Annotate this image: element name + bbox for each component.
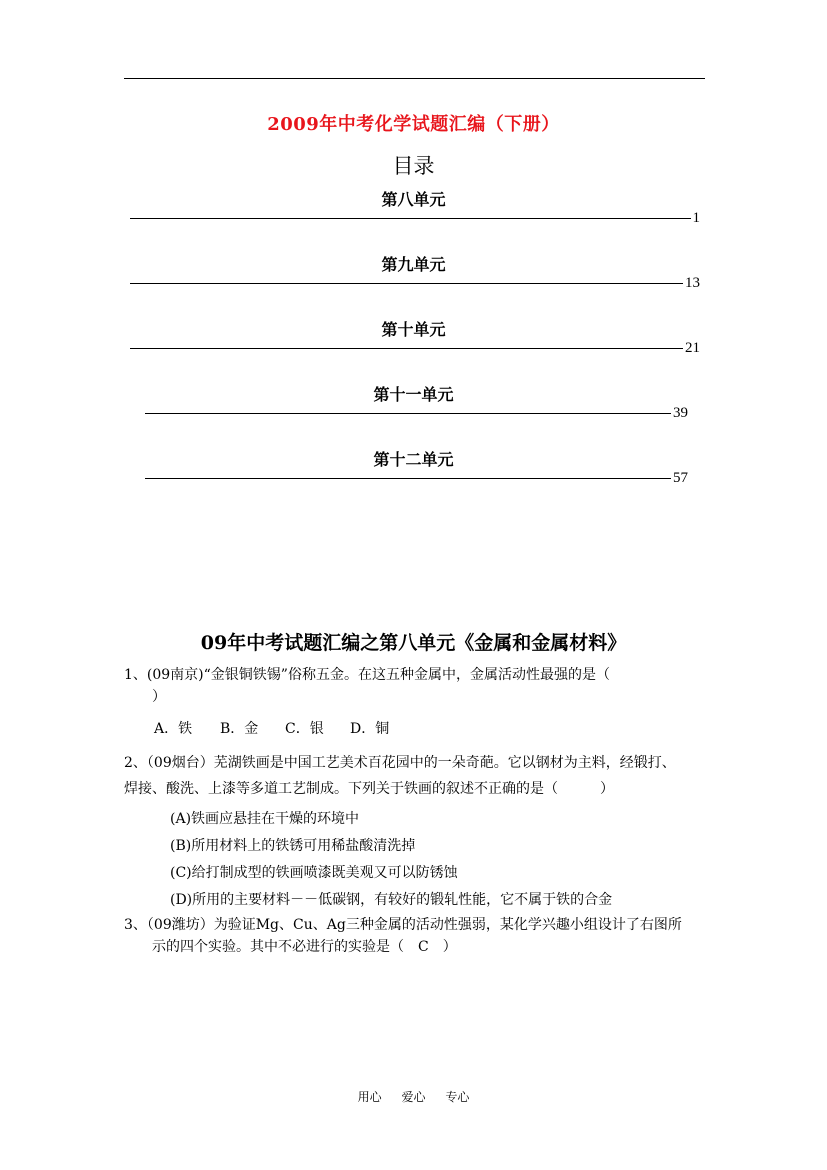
question-2-option-a: (A)铁画应悬挂在干燥的环境中 bbox=[170, 811, 360, 827]
question-2-option-d: (D)所用的主要材料－－低碳钢，有较好的锻轧性能，它不属于铁的合金 bbox=[170, 892, 613, 908]
toc-entry-title: 第十单元 bbox=[381, 320, 446, 339]
footer-text: 专心 bbox=[445, 1090, 470, 1104]
question-1-option-b: B．金 bbox=[220, 721, 259, 737]
header-rule bbox=[124, 78, 705, 79]
question-1-option-d: D．铜 bbox=[350, 721, 390, 737]
toc-entry-title: 第十二单元 bbox=[373, 450, 454, 469]
question-1-option-c: C．银 bbox=[285, 721, 324, 737]
question-1-line-1: 1、(09南京)“金银铜铁锡”俗称五金。在这五种金属中，金属活动性最强的是（ bbox=[124, 667, 610, 683]
toc-entry-title: 第十一单元 bbox=[373, 385, 454, 404]
toc-entry-leader[interactable] bbox=[130, 340, 700, 357]
toc-heading: 目录 bbox=[392, 154, 435, 178]
question-1-line-2: ） bbox=[152, 689, 166, 705]
toc-entry-leader[interactable] bbox=[130, 210, 700, 227]
toc-entry-page: 13 bbox=[685, 275, 700, 291]
leader-line bbox=[130, 348, 683, 349]
question-3-line-2: 示的四个实验。其中不必进行的实验是（ C ） bbox=[152, 939, 457, 955]
toc-entry-leader[interactable] bbox=[130, 275, 700, 292]
toc-entry-page: 1 bbox=[692, 210, 700, 226]
leader-line bbox=[145, 413, 671, 414]
question-1-option-a: A．铁 bbox=[154, 721, 193, 737]
document-title: 2009年中考化学试题汇编（下册） bbox=[267, 114, 560, 135]
question-2-option-c: (C)给打制成型的铁画喷漆既美观又可以防锈蚀 bbox=[170, 865, 458, 881]
footer-text: 用心 bbox=[357, 1090, 382, 1104]
leader-line bbox=[130, 283, 683, 284]
leader-line bbox=[130, 218, 691, 219]
page-footer bbox=[0, 1088, 827, 1105]
question-3-line-1: 3、（09潍坊）为验证Mg、Cu、Ag三种金属的活动性强弱，某化学兴趣小组设计了右图所 bbox=[124, 917, 682, 933]
toc-entry-leader[interactable] bbox=[145, 405, 688, 422]
toc-entry-title: 第九单元 bbox=[381, 255, 446, 274]
footer-text: 爱心 bbox=[401, 1090, 426, 1104]
section-title: 09年中考试题汇编之第八单元《金属和金属材料》 bbox=[200, 632, 627, 654]
toc-entry-leader[interactable] bbox=[145, 470, 688, 487]
toc-entry-title: 第八单元 bbox=[381, 190, 446, 209]
toc-entry-page: 39 bbox=[673, 405, 688, 421]
leader-line bbox=[145, 478, 671, 479]
toc-entry-page: 21 bbox=[685, 340, 700, 356]
question-2-line-1: 2、（09烟台）芜湖铁画是中国工艺美术百花园中的一朵奇葩。它以钢材为主料，经锻打、 bbox=[124, 755, 676, 771]
toc-entry-page: 57 bbox=[673, 470, 688, 486]
question-2-line-2: 焊接、酸洗、上漆等多道工艺制成。下列关于铁画的叙述不正确的是（ ） bbox=[124, 781, 614, 797]
question-2-option-b: (B)所用材料上的铁锈可用稀盐酸清洗掉 bbox=[170, 838, 416, 854]
